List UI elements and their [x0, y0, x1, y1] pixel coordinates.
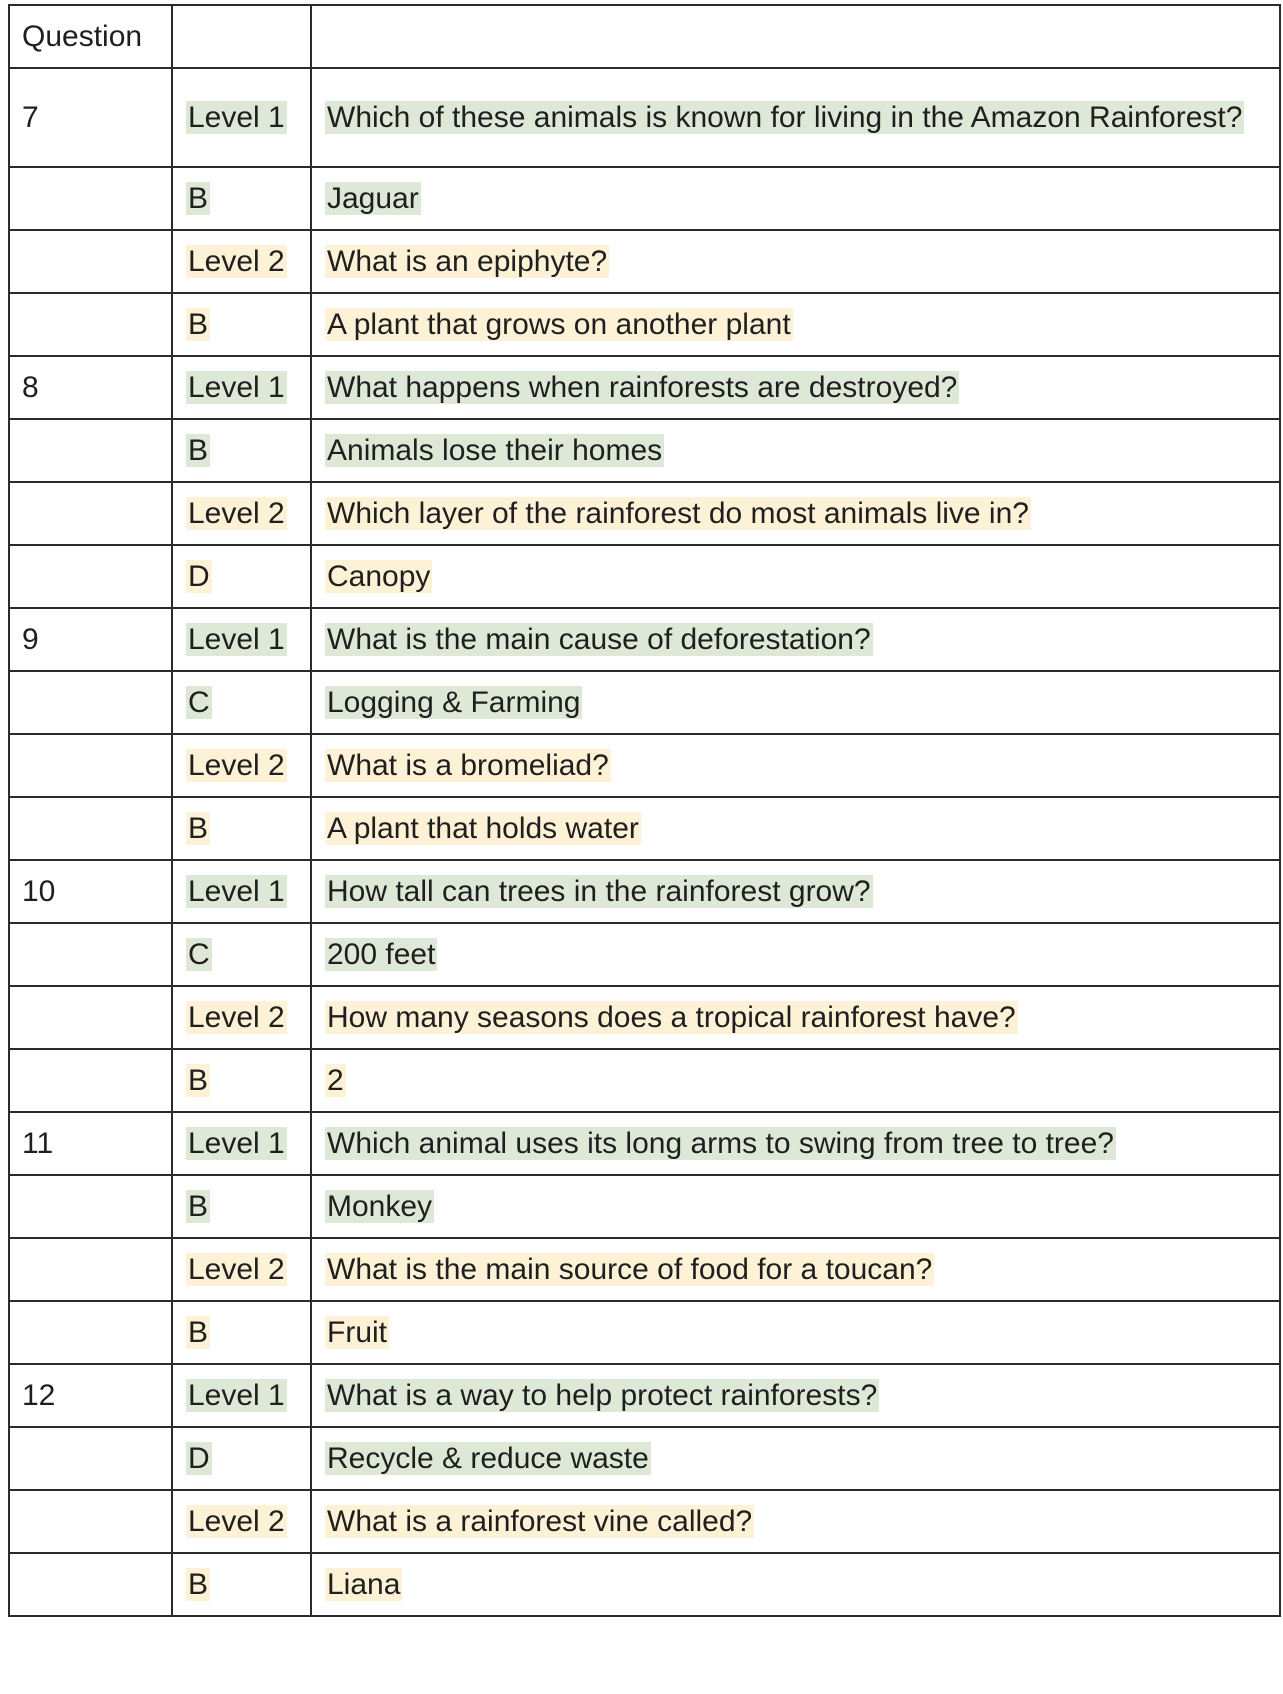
- question-or-answer-text: Canopy: [327, 560, 431, 593]
- question-number-cell: [9, 230, 172, 293]
- question-or-answer-cell: [311, 482, 1280, 545]
- level-or-answer-key: D: [188, 1442, 210, 1475]
- question-number: 11: [22, 1127, 54, 1160]
- table-row: [9, 293, 1280, 356]
- question-number-cell: [9, 1238, 172, 1301]
- question-or-answer-cell: [311, 167, 1280, 230]
- level-or-answer-key: Level 2: [188, 1505, 285, 1538]
- table-row: [9, 734, 1280, 797]
- level-or-answer-key-cell: [172, 293, 311, 356]
- question-or-answer-text: How many seasons does a tropical rainforest have?: [327, 1001, 1016, 1034]
- table-row: [9, 1364, 1280, 1427]
- level-or-answer-key-cell: [172, 1427, 311, 1490]
- question-number-cell: [9, 293, 172, 356]
- question-or-answer-text: What happens when rainforests are destroyed?: [327, 371, 958, 404]
- question-or-answer-text: What is an epiphyte?: [327, 245, 608, 278]
- level-or-answer-key: B: [188, 1064, 209, 1097]
- question-or-answer-text: Monkey: [327, 1190, 433, 1223]
- level-or-answer-key-cell: [172, 671, 311, 734]
- question-or-answer-text: A plant that grows on another plant: [327, 308, 791, 341]
- question-or-answer-cell: [311, 1238, 1280, 1301]
- level-or-answer-key: Level 1: [188, 101, 285, 134]
- level-or-answer-key-cell: [172, 608, 311, 671]
- question-number: 9: [22, 623, 39, 656]
- question-or-answer-text: What is the main source of food for a toucan?: [327, 1253, 933, 1286]
- level-or-answer-key-cell: [172, 230, 311, 293]
- question-or-answer-cell: [311, 545, 1280, 608]
- question-or-answer-text: Recycle & reduce waste: [327, 1442, 649, 1475]
- question-or-answer-cell: [311, 1049, 1280, 1112]
- level-or-answer-key-cell: [172, 1175, 311, 1238]
- question-number-cell: [9, 68, 172, 167]
- level-or-answer-key-cell: [172, 1364, 311, 1427]
- level-or-answer-key-cell: [172, 923, 311, 986]
- question-number-cell: [9, 482, 172, 545]
- table-row: [9, 419, 1280, 482]
- quiz-table: [8, 4, 1281, 1617]
- question-or-answer-cell: [311, 923, 1280, 986]
- table-row: [9, 68, 1280, 167]
- question-number: 7: [22, 101, 39, 134]
- level-or-answer-key: Level 1: [188, 1127, 285, 1160]
- question-or-answer-cell: [311, 419, 1280, 482]
- level-or-answer-key: C: [188, 938, 210, 971]
- question-or-answer-text: Fruit: [327, 1316, 387, 1349]
- question-or-answer-cell: [311, 68, 1280, 167]
- question-or-answer-text: A plant that holds water: [327, 812, 639, 845]
- question-number-cell: [9, 860, 172, 923]
- question-number-cell: [9, 1427, 172, 1490]
- table-row: [9, 923, 1280, 986]
- table-row: [9, 167, 1280, 230]
- question-or-answer-text: 200 feet: [327, 938, 436, 971]
- level-or-answer-key: Level 2: [188, 749, 285, 782]
- level-or-answer-key-cell: [172, 68, 311, 167]
- question-number-cell: [9, 356, 172, 419]
- table-row: [9, 671, 1280, 734]
- level-or-answer-key-cell: [172, 734, 311, 797]
- level-or-answer-key: Level 2: [188, 497, 285, 530]
- level-or-answer-key-cell: [172, 860, 311, 923]
- level-or-answer-key: Level 2: [188, 245, 285, 278]
- level-or-answer-key: B: [188, 1190, 209, 1223]
- level-or-answer-key: B: [188, 308, 209, 341]
- level-or-answer-key: B: [188, 1568, 209, 1601]
- question-or-answer-text: Logging & Farming: [327, 686, 581, 719]
- table-row: [9, 1175, 1280, 1238]
- question-or-answer-cell: [311, 230, 1280, 293]
- level-or-answer-key: Level 2: [188, 1253, 285, 1286]
- question-or-answer-cell: [311, 1490, 1280, 1553]
- question-or-answer-cell: [311, 860, 1280, 923]
- table-row: [9, 356, 1280, 419]
- question-or-answer-cell: [311, 1112, 1280, 1175]
- level-or-answer-key: Level 2: [188, 1001, 285, 1034]
- question-or-answer-cell: [311, 293, 1280, 356]
- question-number: 12: [22, 1379, 56, 1412]
- question-number-cell: [9, 1490, 172, 1553]
- level-or-answer-key: B: [188, 812, 209, 845]
- question-or-answer-cell: [311, 671, 1280, 734]
- level-or-answer-key: B: [188, 182, 209, 215]
- header-row: [9, 5, 1280, 68]
- level-or-answer-key: B: [188, 434, 209, 467]
- level-or-answer-key-cell: [172, 167, 311, 230]
- question-or-answer-text: Which animal uses its long arms to swing from tree to tree?: [327, 1127, 1114, 1160]
- question-number-cell: [9, 986, 172, 1049]
- table-row: [9, 230, 1280, 293]
- question-number-cell: [9, 608, 172, 671]
- level-or-answer-key-cell: [172, 1112, 311, 1175]
- question-number: 10: [22, 875, 56, 908]
- header-question-label: Question: [22, 20, 143, 53]
- level-or-answer-key: D: [188, 560, 210, 593]
- question-or-answer-text: What is a rainforest vine called?: [327, 1505, 753, 1538]
- question-or-answer-text: Jaguar: [327, 182, 419, 215]
- question-number-cell: [9, 734, 172, 797]
- question-or-answer-cell: [311, 1175, 1280, 1238]
- table-row: [9, 1049, 1280, 1112]
- question-or-answer-text: Which of these animals is known for living in the Amazon Rainforest?: [327, 101, 1243, 134]
- level-or-answer-key-cell: [172, 1301, 311, 1364]
- question-or-answer-text: How tall can trees in the rainforest grow?: [327, 875, 871, 908]
- question-or-answer-text: What is a way to help protect rainforests?: [327, 1379, 878, 1412]
- level-or-answer-key-cell: [172, 419, 311, 482]
- question-number-cell: [9, 1049, 172, 1112]
- level-or-answer-key-cell: [172, 1049, 311, 1112]
- question-or-answer-text: What is the main cause of deforestation?: [327, 623, 871, 656]
- table-row: [9, 1490, 1280, 1553]
- question-number-cell: [9, 671, 172, 734]
- level-or-answer-key: Level 1: [188, 875, 285, 908]
- question-number-cell: [9, 1364, 172, 1427]
- question-number-cell: [9, 167, 172, 230]
- question-or-answer-cell: [311, 1427, 1280, 1490]
- level-or-answer-key: C: [188, 686, 210, 719]
- question-or-answer-cell: [311, 797, 1280, 860]
- level-or-answer-key: Level 1: [188, 1379, 285, 1412]
- question-number-cell: [9, 1553, 172, 1616]
- header-question-cell: [9, 5, 172, 68]
- level-or-answer-key: Level 1: [188, 371, 285, 404]
- table-row: [9, 1238, 1280, 1301]
- question-or-answer-cell: [311, 608, 1280, 671]
- question-or-answer-text: Animals lose their homes: [327, 434, 663, 467]
- level-or-answer-key-cell: [172, 1553, 311, 1616]
- question-number-cell: [9, 923, 172, 986]
- level-or-answer-key-cell: [172, 1490, 311, 1553]
- level-or-answer-key-cell: [172, 482, 311, 545]
- table-row: [9, 1427, 1280, 1490]
- level-or-answer-key-cell: [172, 1238, 311, 1301]
- table-row: [9, 1301, 1280, 1364]
- header-text-cell: [311, 5, 1280, 68]
- table-row: [9, 860, 1280, 923]
- question-number-cell: [9, 797, 172, 860]
- question-or-answer-cell: [311, 356, 1280, 419]
- question-or-answer-cell: [311, 734, 1280, 797]
- level-or-answer-key: B: [188, 1316, 209, 1349]
- table-row: [9, 1112, 1280, 1175]
- question-number-cell: [9, 419, 172, 482]
- question-number-cell: [9, 1112, 172, 1175]
- question-number-cell: [9, 1175, 172, 1238]
- question-or-answer-text: 2: [327, 1064, 344, 1097]
- question-or-answer-cell: [311, 986, 1280, 1049]
- question-number: 8: [22, 371, 39, 404]
- table-row: [9, 482, 1280, 545]
- table-row: [9, 986, 1280, 1049]
- question-or-answer-cell: [311, 1301, 1280, 1364]
- question-number-cell: [9, 1301, 172, 1364]
- question-or-answer-text: Liana: [327, 1568, 401, 1601]
- table-row: [9, 608, 1280, 671]
- question-or-answer-text: What is a bromeliad?: [327, 749, 609, 782]
- table-row: [9, 545, 1280, 608]
- question-or-answer-cell: [311, 1364, 1280, 1427]
- level-or-answer-key-cell: [172, 545, 311, 608]
- header-key-cell: [172, 5, 311, 68]
- table-row: [9, 797, 1280, 860]
- level-or-answer-key-cell: [172, 356, 311, 419]
- level-or-answer-key-cell: [172, 797, 311, 860]
- table-row: [9, 1553, 1280, 1616]
- level-or-answer-key-cell: [172, 986, 311, 1049]
- question-or-answer-cell: [311, 1553, 1280, 1616]
- level-or-answer-key: Level 1: [188, 623, 285, 656]
- question-or-answer-text: Which layer of the rainforest do most animals live in?: [327, 497, 1029, 530]
- question-number-cell: [9, 545, 172, 608]
